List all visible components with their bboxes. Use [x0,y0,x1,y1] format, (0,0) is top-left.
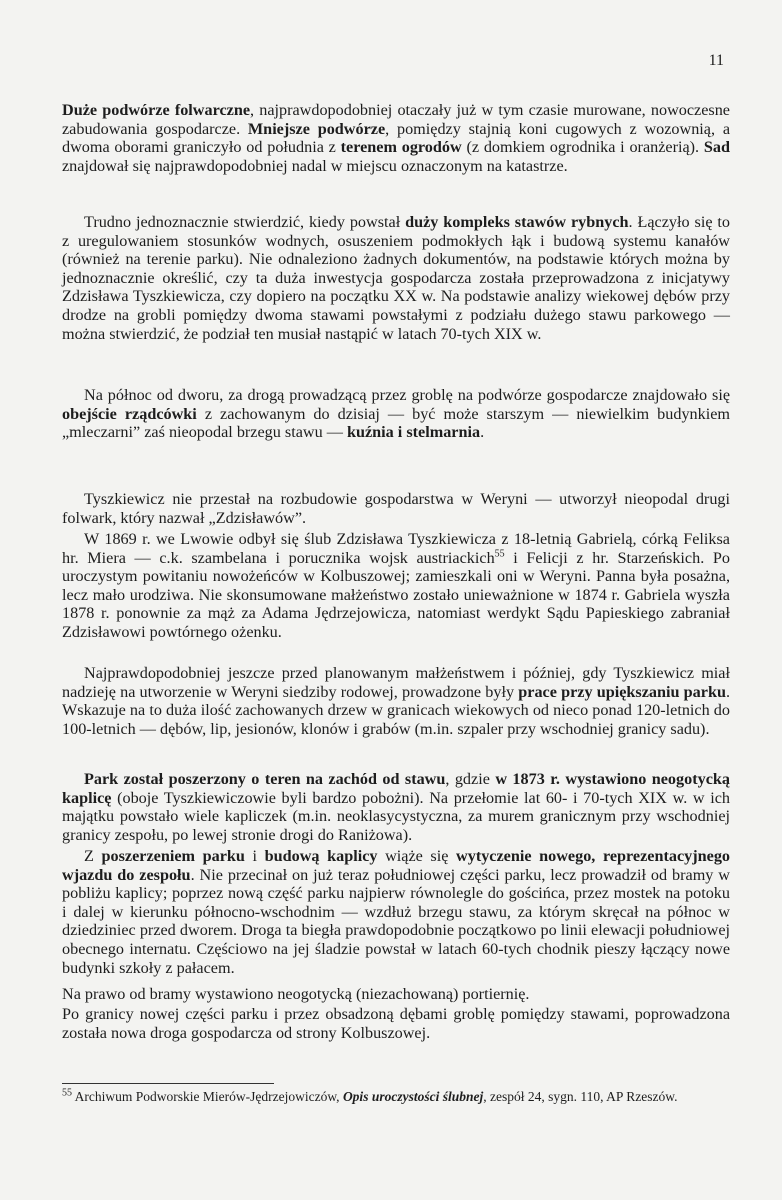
text-run: i Felicji z hr. Starzeńskich. Po uroczystym powitaniu nowożeńców w Kolbuszowej; zamieszkali oni w Weryni. Panna była posażna, lecz mało urodziwa. Nie skonsumowane małżeństwo zostało unieważnione w 1874 r. Gabriela wyszła 1878 r. ponownie za mąż za Adama Jędrzejowicza, natomiast werdykt Sądu Papieskiego zabraniał Zdzisławowi powtórnego ożenku. [62,548,730,641]
bold-phrase: budową kaplicy [264,847,378,865]
paragraph-6 [62,664,730,738]
footnote-title: Opis uroczystości ślubnej [342,1089,484,1104]
paragraph-7 [62,770,730,844]
bold-phrase: terenem ogrodów [340,138,462,157]
text-run: znajdował się najprawdopodobniej nadal w miejscu oznaczonym na katastrze. [62,156,568,175]
footnote-divider [62,1083,274,1084]
bold-phrase: Sad [703,138,730,157]
text-run: . Nie przecinał on już teraz południowej części parku, lecz prowadził od bramy w pobliżu kaplicy; poprzez nową część parku najpierw równolegle do gościńca, przez mostek na potoku i dalej w kierunku północno-wschodnim — wzdłuż brzegu stawu, za którym skręcał na północ w dziedziniec przed dworem. Droga ta biegła prawdopodobnie początkowo po linii elewacji południowej obecnego internatu. Częściowo na jej śladzie powstał w latach 60-tych chodnik pieszy łączący nowe budynki szkoły z pałacem. [62,865,730,977]
bold-phrase: obejście rządcówki [62,404,197,423]
text-run: Archiwum Podworskie Mierów-Jędrzejowiczów, [72,1089,343,1104]
text-run: W 1869 r. we Lwowie odbył się ślub Zdzisława Tyszkiewicza z 18-letnią Gabrielą, córką Feliksa hr. Miera — c.k. szambelana i porucznika wojsk austriackich [62,530,730,567]
text-run: . Wskazuje na to duża ilość zachowanych drzew w granicach wiekowych od nieco ponad 120-letnich do 100-letnich — dębów, lip, jesionów, klonów i grabów (m.in. szpaler przy wschodniej granicy sadu). [62,682,730,738]
text-run: i [244,847,265,865]
bold-phrase: duży kompleks stawów rybnych [405,213,629,231]
text-run: , najprawdopodobniej otaczały już w tym czasie murowane, nowoczesne zabudowania gospodarcze. [62,101,730,138]
bold-phrase: prace przy upiększaniu parku [518,682,726,701]
footnote-ref: 55 [494,548,505,560]
text-run: z zachowanym do dzisiaj — być może starszym — niewielkim budynkiem „mleczarni” zaś nieopodal brzegu stawu — [62,404,730,442]
bold-phrase: Mniejsze podwórze [247,119,386,138]
paragraph-4 [62,490,730,527]
paragraph-9-text: Na prawo od bramy wystawiono neogotycką (niezachowaną) portiernię. [62,985,530,1003]
text-run: . [480,423,485,442]
bold-phrase: w 1873 r. wystawiono neogotycką kaplicę [62,770,730,807]
text-run: , gdzie [445,770,496,788]
bold-phrase: wytyczenie nowego, reprezentacyjnego wjazdu do zespołu [62,847,731,884]
text-run: wiąże się [377,847,457,865]
bold-phrase: poszerzeniem parku [101,847,245,865]
text-run: (oboje Tyszkiewiczowie byli bardzo pobożni). Na przełomie lat 60- i 70-tych XIX w. w ich majątku powstało wiele kapliczek (m.in. neoklasycystyczna, za murem granicznym przy wschodniej granicy zespołu, po lewej stronie drogi do Raniżowa). [62,788,730,844]
text-run: Najprawdopodobniej jeszcze przed planowanym małżeństwem i później, gdy Tyszkiewicz miał nadzieję na utworzenie w Weryni siedziby rodowej, prowadzone były [62,664,730,701]
text-run: , zespół 24, sygn. 110, AP Rzeszów. [483,1089,678,1104]
bold-phrase: Park został poszerzony o teren na zachód od stawu [84,770,446,788]
text-run: , pomiędzy stajnią koni cugowych z wozownią, a dwoma oborami graniczyło od południa z [62,119,731,157]
paragraph-5 [62,530,730,642]
paragraph-9 [62,985,730,1004]
paragraph-8 [62,847,730,977]
footnote [62,1088,730,1105]
bold-phrase: Duże podwórze folwarczne [62,101,251,119]
text-run: (z domkiem ogrodnika i oranżerią). [461,138,704,157]
footnote-number: 55 [62,1087,72,1099]
paragraph-3 [62,386,730,442]
paragraph-1 [62,101,730,175]
text-run: Na północ od dworu, za drogą prowadzącą przez groblę na podwórze gospodarcze znajdowało się [84,386,730,404]
paragraph-2 [62,213,730,343]
paragraph-4-text: Tyszkiewicz nie przestał na rozbudowie gospodarstwa w Weryni — utworzył nieopodal drugi folwark, który nazwał „Zdzisławów”. [62,490,730,527]
text-run: . Łączyło się to z uregulowaniem stosunków wodnych, osuszeniem podmokłych łąk i budową systemu kanałów (również na terenie parku). Nie odnaleziono żadnych dokumentów, na podstawie których można by jednoznacznie określić, czy ta duża inwestycja gospodarcza została przeprowadzona z inicjatywy Zdzisława Tyszkiewicza, czy dopiero na początku XX w. Na podstawie analizy wiekowej dębów przy drodze na grobli pomiędzy dwoma stawami powstałymi z podziału dużego stawu parkowego — można stwierdzić, że podział ten musiał nastąpić w latach 70-tych XIX w. [62,213,731,343]
page-number: 11 [708,52,724,69]
bold-phrase: kuźnia i stelmarnia [346,423,481,442]
text-run: Z [84,847,102,865]
text-run: Trudno jednoznacznie stwierdzić, kiedy powstał [84,213,406,231]
paragraph-10-text: Po granicy nowej części parku i przez obsadzoną dębami groblę pomiędzy stawami, poprowadzona została nowa droga gospodarcza od strony Kolbuszowej. [62,1005,730,1042]
paragraph-10 [62,1005,730,1042]
